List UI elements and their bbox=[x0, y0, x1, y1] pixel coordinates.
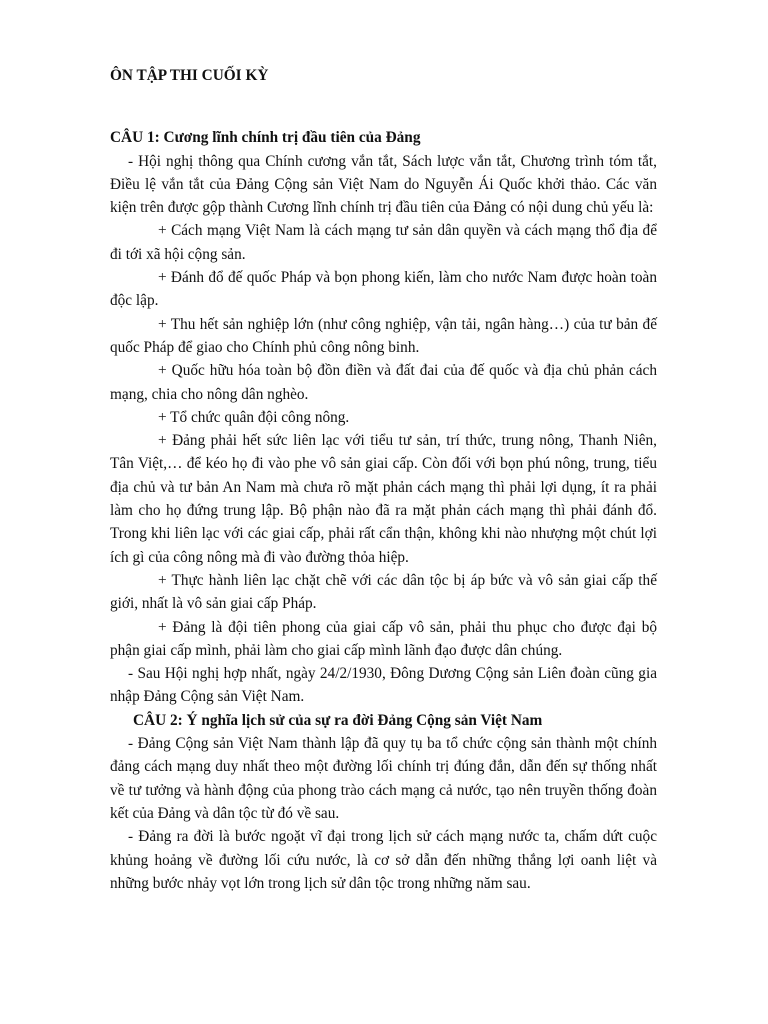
list-item: + Đảng là đội tiên phong của giai cấp vô sản, phải thu phục cho được đại bộ phận giai cấp mình, phải làm cho giai cấp mình lãnh đạo được dân chúng. bbox=[110, 618, 657, 659]
section-intro-paragraph: - Hội nghị thông qua Chính cương vắn tắt, Sách lược vắn tắt, Chương trình tóm tắt, Điều lệ vắn tắt của Đảng Cộng sản Việt Nam do Nguyễn Ái Quốc khởi thảo. Các văn kiện trên được gộp thành Cương lĩnh chính trị đầu tiên của Đảng có nội dung chủ yếu là: bbox=[110, 152, 657, 217]
list-item: + Đánh đổ đế quốc Pháp và bọn phong kiến, làm cho nước Nam được hoàn toàn độc lập. bbox=[110, 269, 657, 310]
list-item: + Thu hết sản nghiệp lớn (như công nghiệp, vận tải, ngân hàng…) của tư bản đế quốc Pháp để giao cho Chính phủ công nông binh. bbox=[110, 315, 657, 356]
document-page bbox=[110, 64, 657, 895]
list-item: + Quốc hữu hóa toàn bộ đồn điền và đất đai của đế quốc và địa chủ phản cách mạng, chia cho nông dân nghèo. bbox=[110, 362, 657, 403]
body-paragraph: - Đảng ra đời là bước ngoặt vĩ đại trong lịch sử cách mạng nước ta, chấm dứt cuộc khủng hoảng về đường lối cứu nước, là cơ sở dẫn đến những thắng lợi oanh liệt và những bước nhảy vọt lớn trong lịch sử dân tộc trong những năm sau. bbox=[110, 828, 657, 892]
list-item: + Cách mạng Việt Nam là cách mạng tư sản dân quyền và cách mạng thổ địa để đi tới xã hội cộng sản. bbox=[110, 222, 657, 263]
body-paragraph: - Đảng Cộng sản Việt Nam thành lập đã quy tụ ba tổ chức cộng sản thành một chính đảng cách mạng duy nhất theo một đường lối chính trị đúng đắn, dẫn đến sự thống nhất về tư tưởng và hành động của phong trào cách mạng cả nước, tạo nên truyền thống đoàn kết của Đảng và dân tộc từ đó về sau. bbox=[110, 735, 657, 822]
list-item: + Tổ chức quân đội công nông. bbox=[158, 408, 350, 426]
section-cau-1 bbox=[110, 126, 657, 708]
document-title: ÔN TẬP THI CUỐI KỲ bbox=[110, 67, 269, 84]
section-cau-2 bbox=[110, 709, 657, 895]
section-heading: CÂU 1: Cương lĩnh chính trị đầu tiên của Đảng bbox=[110, 129, 421, 147]
list-item: + Đảng phải hết sức liên lạc với tiểu tư sản, trí thức, trung nông, Thanh Niên, Tân Việt,… để kéo họ đi vào phe vô sản giai cấp. Còn đối với bọn phú nông, trung, tiểu địa chủ và tư bản An Nam mà chưa rõ mặt phản cách mạng thì phải lợi dụng, ít ra phải làm cho họ đứng trung lập. Bộ phận nào đã ra mặt phản cách mạng thì phải đánh đổ. Trong khi liên lạc với các giai cấp, phải rất cẩn thận, không khi nào nhượng một chút lợi ích gì của công nông mà đi vào đường thỏa hiệp. bbox=[110, 432, 657, 566]
title-spacer bbox=[110, 87, 657, 126]
section-closing-paragraph: - Sau Hội nghị hợp nhất, ngày 24/2/1930, Đông Dương Cộng sản Liên đoàn cũng gia nhập Đảng Cộng sản Việt Nam. bbox=[110, 665, 657, 706]
list-item: + Thực hành liên lạc chặt chẽ với các dân tộc bị áp bức và vô sản giai cấp thế giới, nhất là vô sản giai cấp Pháp. bbox=[110, 571, 657, 613]
section-heading: CÂU 2: Ý nghĩa lịch sử của sự ra đời Đảng Cộng sản Việt Nam bbox=[133, 711, 543, 729]
